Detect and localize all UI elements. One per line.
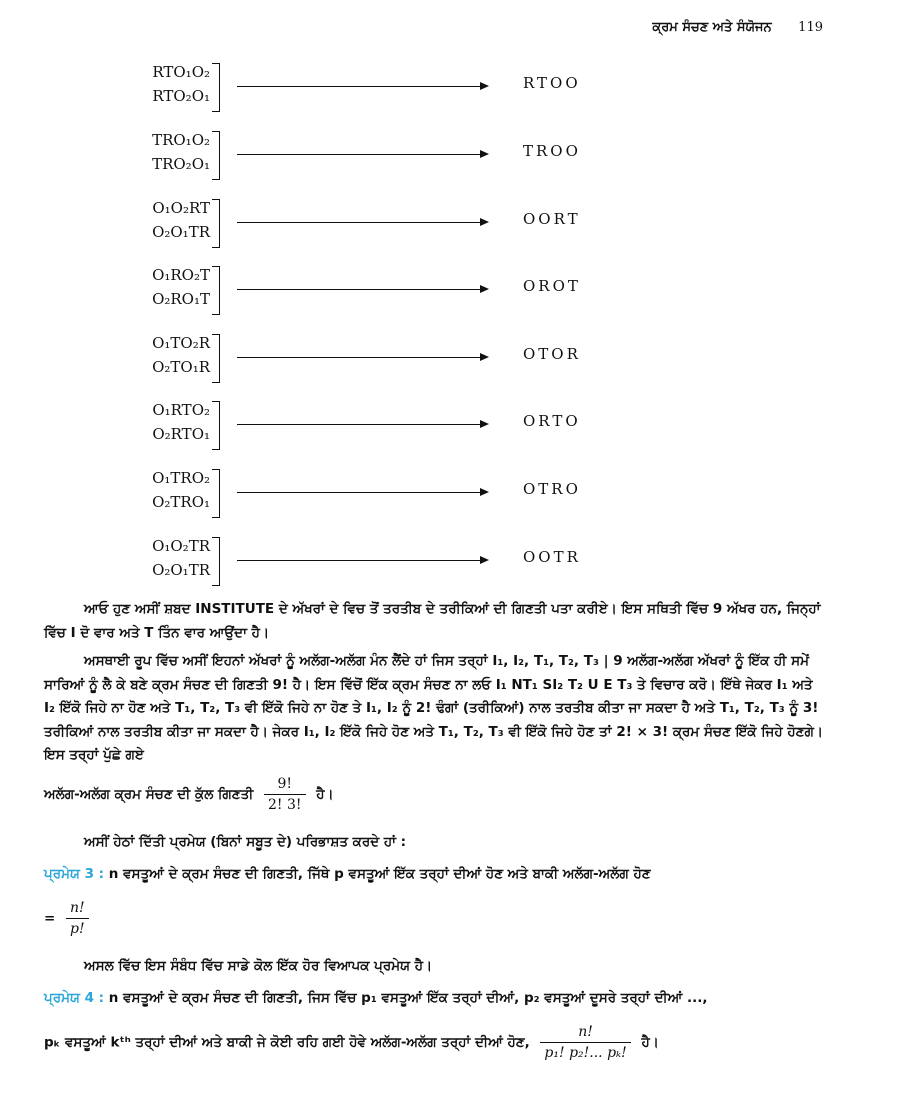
- permutation-result: OTOR: [523, 345, 581, 363]
- bracket: [212, 266, 220, 315]
- permutation-line-2: O₂TRO₁: [152, 493, 210, 511]
- permutation-line-1: O₁O₂RT: [152, 199, 210, 217]
- permutation-line-2: TRO₂O₁: [152, 155, 210, 173]
- permutation-result: RTOO: [523, 74, 581, 92]
- permutation-result: ORTO: [523, 412, 581, 430]
- permutation-row: [115, 331, 615, 387]
- equals-sign: =: [44, 910, 56, 927]
- bracket: [212, 63, 220, 112]
- fraction-numerator: n!: [66, 900, 89, 919]
- page-number: 119: [798, 20, 823, 35]
- bracket: [212, 537, 220, 586]
- theorem-4: [44, 990, 708, 1006]
- theorem-3-fraction: [66, 900, 89, 937]
- theorem-4-line2-text: pₖ ਵਸਤੂਆਂ kᵗʰ ਤਰ੍ਹਾਂ ਦੀਆਂ ਅਤੇ ਬਾਕੀ ਜੇ ਕੋਈ ਰਹਿ ਗਈ ਹੋਵੇ ਅਲੱਗ-ਅਲੱਗ ਤਰ੍ਹਾਂ ਦੀਆਂ ਹੋਣ,: [44, 1034, 530, 1051]
- paragraph-arrangements: ਅਸਥਾਈ ਰੂਪ ਵਿੱਚ ਅਸੀਂ ਇਹਨਾਂ ਅੱਖਰਾਂ ਨੂੰ ਅਲੱਗ-ਅਲੱਗ ਮੰਨ ਲੈਂਦੇ ਹਾਂ ਜਿਸ ਤਰ੍ਹਾਂ I₁, I₂, T₁, T₂, T₃ | 9 ਅਲੱਗ-ਅਲੱਗ ਅੱਖਰਾਂ ਨੂੰ ਇੱਕ ਹੀ ਸਮੇਂ ਸਾਰਿਆਂ ਨੂੰ ਲੈ ਕੇ ਬਣੇ ਕ੍ਰਮ ਸੰਚਣ ਦੀ ਗਿਣਤੀ 9! ਹੈ। ਇਸ ਵਿੱਚੋਂ ਇੱਕ ਕ੍ਰਮ ਸੰਚਣ ਨਾ ਲਓ I₁ NT₁ SI₂ T₂ U E T₃ ਤੇ ਵਿਚਾਰ ਕਰੋ। ਇੱਥੇ ਜੇਕਰ I₁ ਅਤੇ I₂ ਇੱਕੋ ਜਿਹੇ ਨਾ ਹੋਣ ਅਤੇ T₁, T₂, T₃ ਵੀ ਇੱਕੋ ਜਿਹੇ ਨਾ ਹੋਣ ਤੇ I₁, I₂ ਨੂੰ 2! ਢੰਗਾਂ (ਤਰੀਕਿਆਂ) ਨਾਲ ਤਰਤੀਬ ਕੀਤਾ ਜਾ ਸਕਦਾ ਹੈ ਅਤੇ T₁, T₂, T₃ ਨੂੰ 3! ਤਰੀਕਿਆਂ ਨਾਲ ਤਰਤੀਬ ਕੀਤਾ ਜਾ ਸਕਦਾ ਹੈ। ਜੇਕਰ I₁, I₂ ਇੱਕੋ ਜਿਹੇ ਹੋਣ ਅਤੇ T₁, T₂, T₃ ਵੀ ਇੱਕੋ ਜਿਹੇ ਹੋਣ ਤਾਂ 2! × 3! ਕ੍ਰਮ ਸੰਚਣ ਇੱਕੋ ਜਿਹੇ ਹੋਣਗੇ। ਇਸ ਤਰ੍ਹਾਂ ਪੁੱਛੇ ਗਏ: [44, 653, 823, 764]
- arrow-icon: [237, 357, 487, 358]
- theorem-intro: ਅਸੀਂ ਹੇਠਾਂ ਦਿੱਤੀ ਪ੍ਰਮੇਯ (ਬਿਨਾਂ ਸਬੂਤ ਦੇ) ਪਰਿਭਾਸ਼ਤ ਕਰਦੇ ਹਾਂ :: [84, 834, 407, 850]
- permutation-row: [115, 128, 615, 184]
- permutation-line-1: O₁O₂TR: [152, 537, 210, 555]
- permutation-line-1: O₁TO₂R: [152, 334, 210, 352]
- permutation-line-1: O₁RTO₂: [152, 401, 210, 419]
- general-theorem-line: ਅਸਲ ਵਿੱਚ ਇਸ ਸੰਬੰਧ ਵਿੱਚ ਸਾਡੇ ਕੋਲ ਇੱਕ ਹੋਰ ਵਿਆਪਕ ਪ੍ਰਮੇਯ ਹੈ।: [84, 958, 433, 974]
- paragraph-institute: ਆਓ ਹੁਣ ਅਸੀਂ ਸ਼ਬਦ INSTITUTE ਦੇ ਅੱਖਰਾਂ ਦੇ ਵਿਚ ਤੋਂ ਤਰਤੀਬ ਦੇ ਤਰੀਕਿਆਂ ਦੀ ਗਿਣਤੀ ਪਤਾ ਕਰੀਏ। ਇਸ ਸਥਿਤੀ ਵਿੱਚ 9 ਅੱਖਰ ਹਨ, ਜਿਨ੍ਹਾਂ ਵਿੱਚ I ਦੋ ਵਾਰ ਅਤੇ T ਤਿੰਨ ਵਾਰ ਆਉਂਦਾ ਹੈ।: [44, 601, 821, 641]
- permutation-pair: [115, 196, 218, 244]
- fraction-numerator: 9!: [264, 776, 306, 795]
- chapter-title: ਕ੍ਰਮ ਸੰਚਣ ਅਤੇ ਸੰਯੋਜਨ: [652, 20, 772, 35]
- permutation-line-2: O₂TO₁R: [152, 358, 210, 376]
- permutation-row: [115, 60, 615, 116]
- fraction-numerator: n!: [540, 1024, 630, 1043]
- fraction-denominator: p!: [70, 921, 85, 937]
- arrow-icon: [237, 222, 487, 223]
- permutation-result: OTRO: [523, 480, 581, 498]
- permutation-line-1: O₁TRO₂: [152, 469, 210, 487]
- permutation-row: [115, 398, 615, 454]
- permutation-pair: [115, 534, 218, 582]
- bracket: [212, 334, 220, 383]
- permutation-row: [115, 263, 615, 319]
- theorem-4-end: ਹੈ।: [641, 1034, 659, 1051]
- theorem-3-text: n ਵਸਤੂਆਂ ਦੇ ਕ੍ਰਮ ਸੰਚਣ ਦੀ ਗਿਣਤੀ, ਜਿੱਥੇ p ਵਸਤੂਆਂ ਇੱਕ ਤਰ੍ਹਾਂ ਦੀਆਂ ਹੋਣ ਅਤੇ ਬਾਕੀ ਅਲੱਗ-ਅਲੱਗ ਹੋਣ: [108, 866, 651, 882]
- permutation-result: OORT: [523, 210, 581, 228]
- permutation-line-1: RTO₁O₂: [152, 63, 210, 81]
- permutation-row: [115, 534, 615, 590]
- bracket: [212, 469, 220, 518]
- arrow-icon: [237, 289, 487, 290]
- arrow-icon: [237, 492, 487, 493]
- permutation-line-2: O₂RTO₁: [152, 425, 210, 443]
- total-count-line: [44, 776, 334, 813]
- bracket: [212, 401, 220, 450]
- permutation-result: TROO: [523, 142, 581, 160]
- arrow-icon: [237, 560, 487, 561]
- theorem-4-line2: [44, 1024, 659, 1061]
- arrow-icon: [237, 154, 487, 155]
- theorem-3: [44, 866, 651, 882]
- permutation-line-2: O₂O₁TR: [152, 223, 210, 241]
- theorem-3-formula: [44, 900, 95, 937]
- permutation-row: [115, 466, 615, 522]
- theorem-3-label: ਪ੍ਰਮੇਯ 3 :: [44, 866, 105, 882]
- page-header: [652, 20, 823, 35]
- permutation-pair: [115, 263, 218, 311]
- permutation-line-2: O₂RO₁T: [152, 290, 210, 308]
- bracket: [212, 199, 220, 248]
- permutation-pair: [115, 466, 218, 514]
- theorem-4-text: n ਵਸਤੂਆਂ ਦੇ ਕ੍ਰਮ ਸੰਚਣ ਦੀ ਗਿਣਤੀ, ਜਿਸ ਵਿੱਚ p₁ ਵਸਤੂਆਂ ਇੱਕ ਤਰ੍ਹਾਂ ਦੀਆਂ, p₂ ਵਸਤੂਆਂ ਦੂਸਰੇ ਤਰ੍ਹਾਂ ਦੀਆਂ ...,: [108, 990, 708, 1006]
- permutation-line-2: RTO₂O₁: [152, 87, 210, 105]
- permutation-line-2: O₂O₁TR: [152, 561, 210, 579]
- permutation-pair: [115, 331, 218, 379]
- permutation-row: [115, 196, 615, 252]
- theorem-4-label: ਪ੍ਰਮੇਯ 4 :: [44, 990, 105, 1006]
- fraction-denominator: 2! 3!: [267, 797, 302, 813]
- permutation-pair: [115, 128, 218, 176]
- bracket: [212, 131, 220, 180]
- theorem-4-fraction: [540, 1024, 630, 1061]
- total-count-text: ਅਲੱਗ-ਅਲੱਗ ਕ੍ਰਮ ਸੰਚਣ ਦੀ ਕੁੱਲ ਗਿਣਤੀ: [44, 786, 254, 803]
- permutation-pair: [115, 60, 218, 108]
- arrow-icon: [237, 424, 487, 425]
- total-count-fraction: [264, 776, 306, 813]
- permutation-line-1: TRO₁O₂: [152, 131, 210, 149]
- total-count-end: ਹੈ।: [316, 786, 334, 803]
- fraction-denominator: p₁! p₂!... pₖ!: [544, 1045, 627, 1061]
- arrow-icon: [237, 86, 487, 87]
- permutation-line-1: O₁RO₂T: [152, 266, 210, 284]
- permutation-pair: [115, 398, 218, 446]
- permutation-result: OOTR: [523, 548, 581, 566]
- permutation-result: OROT: [523, 277, 581, 295]
